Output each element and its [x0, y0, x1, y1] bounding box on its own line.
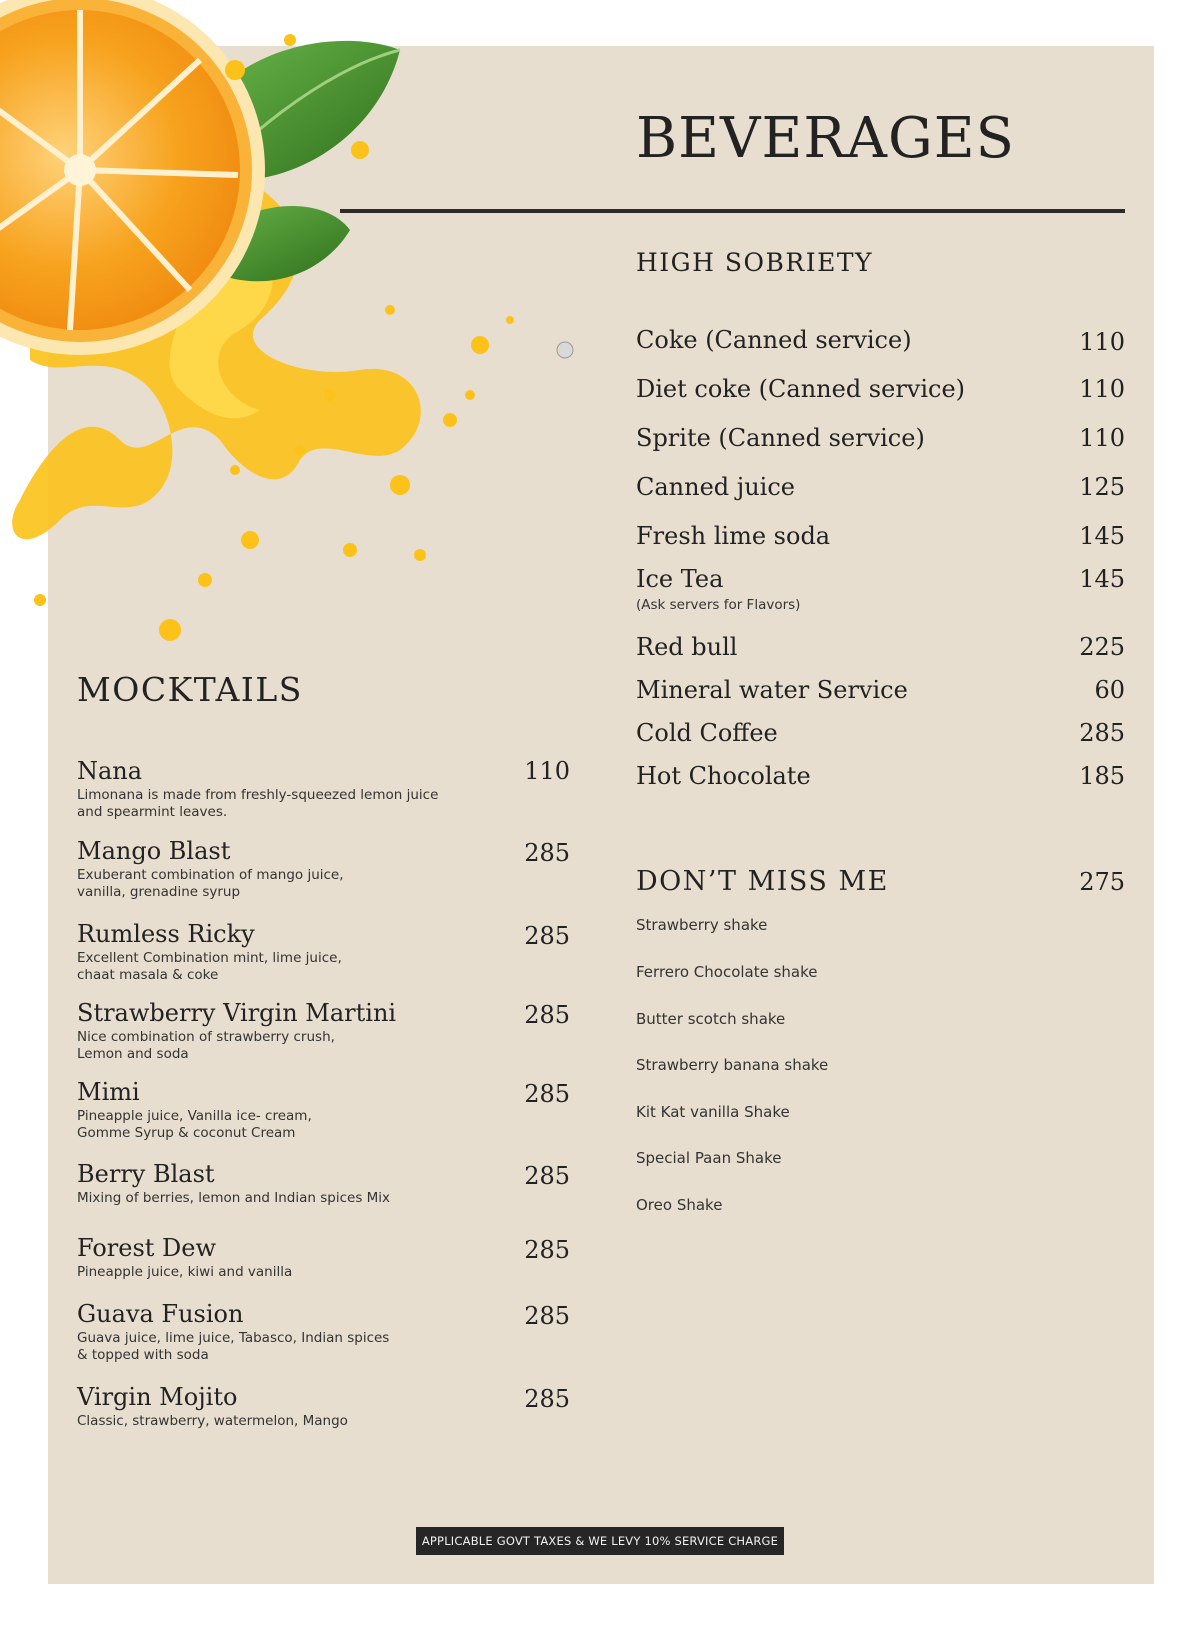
item-name: Sprite (Canned service): [636, 424, 925, 452]
list-item: Butter scotch shake: [636, 1010, 786, 1028]
list-item: [77, 837, 344, 901]
item-price: 285: [524, 1080, 570, 1108]
title-divider: [340, 209, 1125, 213]
list-item: [636, 375, 965, 403]
item-price: 285: [524, 1302, 570, 1330]
item-name: Ice Tea: [636, 565, 724, 593]
item-name: Mineral water Service: [636, 676, 908, 704]
list-item: [636, 719, 778, 747]
mocktails-heading: MOCKTAILS: [77, 670, 303, 709]
item-description: Guava juice, lime juice, Tabasco, Indian spices & topped with soda: [77, 1330, 390, 1363]
item-description: Exuberant combination of mango juice, vanilla, grenadine syrup: [77, 867, 344, 900]
item-price: 145: [1079, 565, 1125, 593]
item-price: 285: [524, 1001, 570, 1029]
list-item: [636, 424, 925, 452]
dont-miss-heading: DON’T MISS ME: [636, 866, 889, 897]
list-item: Strawberry banana shake: [636, 1056, 829, 1074]
list-item: [77, 920, 342, 984]
list-item: [77, 1078, 312, 1142]
page-title: BEVERAGES: [636, 106, 1015, 171]
item-name: Strawberry Virgin Martini: [77, 999, 397, 1027]
list-item: [636, 522, 830, 550]
item-price: 285: [524, 1162, 570, 1190]
orange-splash-icon: [0, 0, 600, 660]
list-item: Ferrero Chocolate shake: [636, 963, 818, 981]
high-sobriety-heading: HIGH SOBRIETY: [636, 248, 874, 277]
item-name: Mango Blast: [77, 837, 231, 865]
item-name: Mimi: [77, 1078, 140, 1106]
item-price: 145: [1079, 522, 1125, 550]
item-description: Excellent Combination mint, lime juice, chaat masala & coke: [77, 950, 342, 983]
item-name: Coke (Canned service): [636, 326, 912, 354]
list-item: [636, 326, 912, 354]
item-price: 225: [1079, 633, 1125, 661]
item-name: Nana: [77, 757, 143, 785]
item-price: 110: [1079, 424, 1125, 452]
item-description: Pineapple juice, kiwi and vanilla: [77, 1264, 293, 1280]
list-item: [77, 757, 438, 821]
list-item: [636, 633, 737, 661]
item-description: Nice combination of strawberry crush, Lemon and soda: [77, 1029, 335, 1062]
item-name: Forest Dew: [77, 1234, 217, 1262]
item-name: Guava Fusion: [77, 1300, 244, 1328]
list-item: [636, 565, 800, 613]
item-name: Cold Coffee: [636, 719, 778, 747]
item-price: 285: [524, 839, 570, 867]
item-name: Hot Chocolate: [636, 762, 811, 790]
list-item: Oreo Shake: [636, 1196, 723, 1214]
item-price: 110: [1079, 375, 1125, 403]
list-item: [77, 1383, 348, 1430]
item-description: Mixing of berries, lemon and Indian spices Mix: [77, 1190, 391, 1206]
item-price: 125: [1079, 473, 1125, 501]
item-price: 110: [1079, 328, 1125, 356]
list-item: [77, 999, 396, 1063]
dont-miss-price: 275: [1079, 868, 1125, 896]
item-description: Classic, strawberry, watermelon, Mango: [77, 1413, 348, 1429]
list-item: [77, 1300, 389, 1364]
item-description: Limonana is made from freshly-squeezed lemon juice and spearmint leaves.: [77, 787, 439, 820]
list-item: Kit Kat vanilla Shake: [636, 1103, 790, 1121]
list-item: [636, 762, 811, 790]
item-name: Red bull: [636, 633, 738, 661]
item-price: 110: [524, 757, 570, 785]
list-item: [77, 1234, 292, 1281]
item-price: 285: [524, 1236, 570, 1264]
list-item: [636, 473, 795, 501]
item-name: Canned juice: [636, 473, 795, 501]
item-price: 285: [524, 1385, 570, 1413]
item-name: Berry Blast: [77, 1160, 215, 1188]
item-price: 60: [1094, 676, 1125, 704]
list-item: [636, 676, 908, 704]
item-name: Fresh lime soda: [636, 522, 831, 550]
item-description: Pineapple juice, Vanilla ice- cream, Gomme Syrup & coconut Cream: [77, 1108, 312, 1141]
item-price: 285: [1079, 719, 1125, 747]
item-name: Diet coke (Canned service): [636, 375, 966, 403]
item-note: (Ask servers for Flavors): [636, 597, 801, 613]
list-item: Strawberry shake: [636, 916, 768, 934]
list-item: [77, 1160, 390, 1207]
item-name: Rumless Ricky: [77, 920, 255, 948]
item-price: 185: [1079, 762, 1125, 790]
item-name: Virgin Mojito: [77, 1383, 238, 1411]
list-item: Special Paan Shake: [636, 1149, 782, 1167]
item-price: 285: [524, 922, 570, 950]
service-charge-banner: APPLICABLE GOVT TAXES & WE LEVY 10% SERVICE CHARGE: [416, 1527, 784, 1555]
